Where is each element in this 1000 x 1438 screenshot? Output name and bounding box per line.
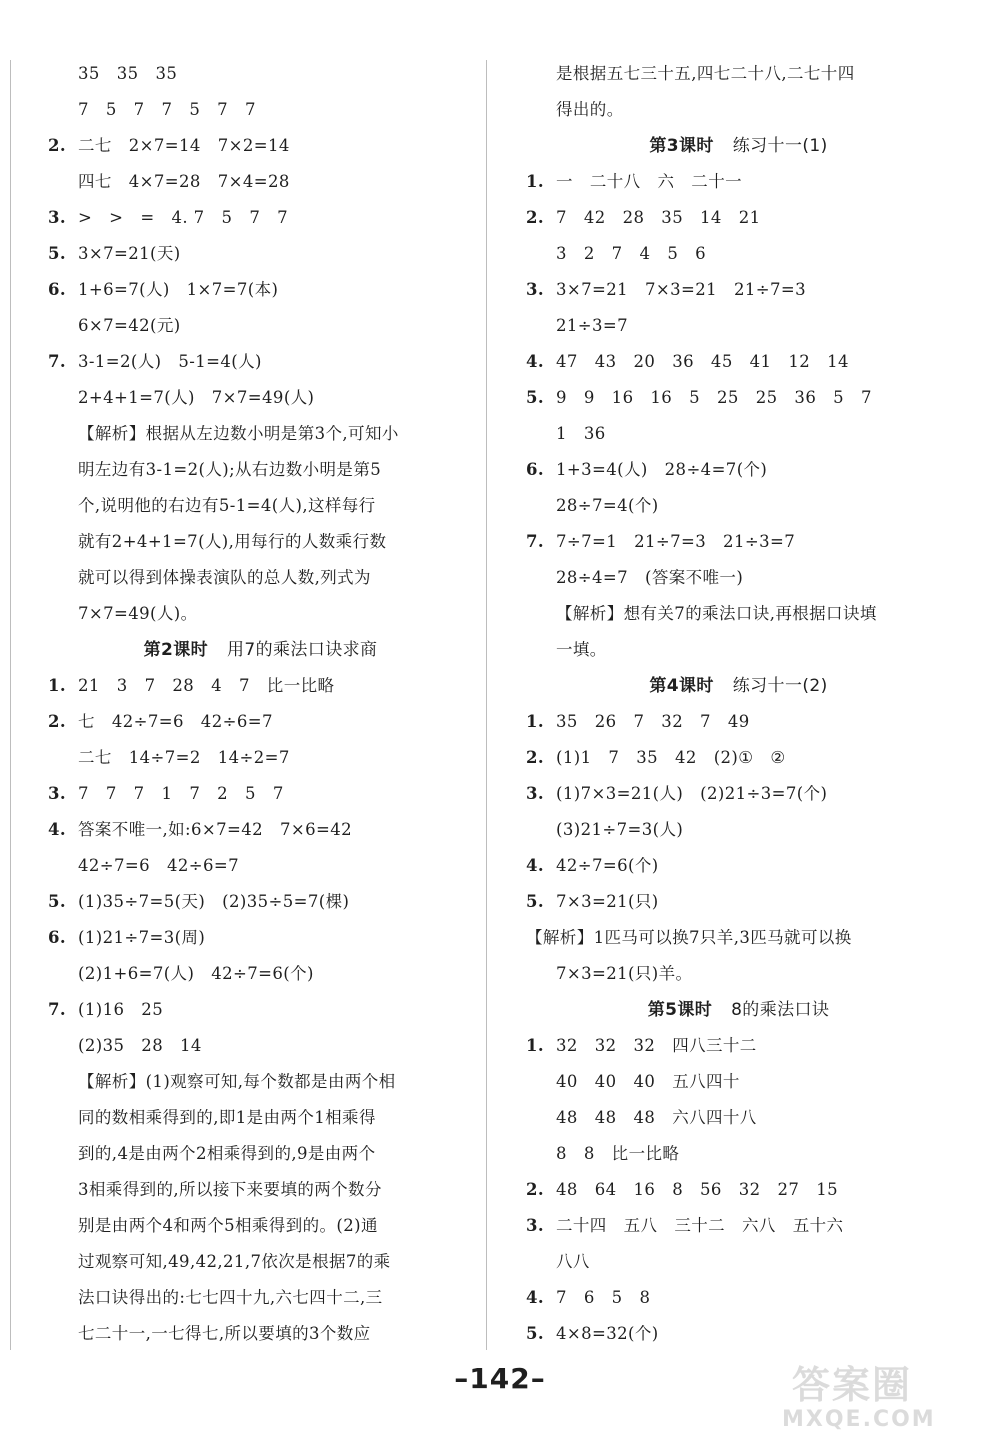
answer-item bbox=[526, 164, 951, 200]
answer-text: (1)7×3=21(人) (2)21÷3=7(个) bbox=[556, 784, 828, 803]
answer-item bbox=[526, 1028, 951, 1064]
continuation-line: 到的,4是由两个2相乘得到的,9是由两个 bbox=[78, 1144, 376, 1163]
continuation-line: 7 5 7 7 5 7 7 bbox=[78, 100, 256, 119]
continuation-line: 八八 bbox=[556, 1252, 590, 1271]
answer-item bbox=[48, 776, 473, 812]
answer-item bbox=[48, 920, 473, 956]
continuation-line: 七二十一,一七得七,所以要填的3个数应 bbox=[78, 1324, 371, 1343]
answer-text: 3×7=21(天) bbox=[78, 244, 181, 263]
answer-item bbox=[526, 740, 951, 776]
answer-text: 35 26 7 32 7 49 bbox=[556, 712, 750, 731]
lesson-title: 练习十一(2) bbox=[732, 676, 828, 696]
column-divider bbox=[486, 60, 487, 1350]
item-number: 4. bbox=[526, 352, 545, 371]
answer-text: 7×3=21(只) bbox=[556, 892, 659, 911]
answer-item bbox=[48, 704, 473, 740]
item-number: 3. bbox=[48, 208, 67, 227]
answer-text: 二七 2×7=14 7×2=14 bbox=[78, 136, 290, 155]
section-heading bbox=[526, 992, 951, 1028]
lesson-title: 练习十一(1) bbox=[732, 136, 828, 156]
continuation-line: 个,说明他的右边有5-1=4(人),这样每行 bbox=[78, 496, 376, 515]
continuation-line: 是根据五七三十五,四七二十八,二七十四 bbox=[556, 64, 855, 83]
answer-item bbox=[48, 200, 473, 236]
item-number: 3. bbox=[48, 784, 67, 803]
continuation-line: 3 2 7 4 5 6 bbox=[556, 244, 707, 263]
left-column bbox=[48, 56, 473, 1352]
section-heading bbox=[526, 668, 951, 704]
answer-text: (1)21÷7=3(周) bbox=[78, 928, 206, 947]
continuation-line: 6×7=42(元) bbox=[78, 316, 181, 335]
continuation-line: 【解析】想有关7的乘法口诀,再根据口诀填 bbox=[556, 604, 877, 623]
continuation-line: (3)21÷7=3(人) bbox=[556, 820, 684, 839]
item-number: 1. bbox=[526, 1036, 545, 1055]
item-number: 5. bbox=[48, 244, 67, 263]
continuation-line: 四七 4×7=28 7×4=28 bbox=[78, 172, 290, 191]
answer-text: 七 42÷7=6 42÷6=7 bbox=[78, 712, 273, 731]
item-number: 1. bbox=[526, 712, 545, 731]
continuation-line: 40 40 40 五八四十 bbox=[556, 1072, 740, 1091]
answer-item bbox=[526, 1172, 951, 1208]
continuation-line: 同的数相乘得到的,即1是由两个1相乘得 bbox=[78, 1108, 376, 1127]
item-number: 5. bbox=[48, 892, 67, 911]
answer-item bbox=[526, 524, 951, 560]
item-number: 6. bbox=[526, 460, 545, 479]
answer-text: 7 7 7 1 7 2 5 7 bbox=[78, 784, 284, 803]
item-number: 3. bbox=[526, 280, 545, 299]
item-number: 5. bbox=[526, 1324, 545, 1343]
answer-text: 7 42 28 35 14 21 bbox=[556, 208, 761, 227]
continuation-line: 2+4+1=7(人) 7×7=49(人) bbox=[78, 388, 315, 407]
continuation-line: 二七 14÷7=2 14÷2=7 bbox=[78, 748, 290, 767]
lesson-label: 第2课时 bbox=[143, 640, 209, 660]
answer-item bbox=[526, 380, 951, 416]
answer-text: 4×8=32(个) bbox=[556, 1324, 659, 1343]
continuation-line: 就有2+4+1=7(人),用每行的人数乘行数 bbox=[78, 532, 387, 551]
lesson-label: 第3课时 bbox=[649, 136, 714, 156]
answer-text: > > = 4. 7 5 7 7 bbox=[78, 208, 289, 227]
lesson-label: 第5课时 bbox=[647, 1000, 713, 1020]
continuation-line: 8 8 比一比略 bbox=[556, 1144, 680, 1163]
continuation-line: 7×7=49(人)。 bbox=[78, 604, 198, 623]
item-number: 2. bbox=[48, 712, 67, 731]
answer-item bbox=[526, 272, 951, 308]
page-number: –142– bbox=[454, 1362, 546, 1395]
answer-text: (1)1 7 35 42 (2)① ② bbox=[556, 748, 786, 767]
answer-item bbox=[48, 272, 473, 308]
answer-text: 3×7=21 7×3=21 21÷7=3 bbox=[556, 280, 806, 299]
lesson-title: 用7的乘法口诀求商 bbox=[226, 640, 378, 660]
answer-text: 48 64 16 8 56 32 27 15 bbox=[556, 1180, 839, 1199]
continuation-line: 得出的。 bbox=[556, 100, 624, 119]
answer-item bbox=[48, 344, 473, 380]
answer-text: 9 9 16 16 5 25 25 36 5 7 bbox=[556, 388, 872, 407]
item-number: 1. bbox=[526, 172, 545, 191]
answer-item bbox=[48, 812, 473, 848]
item-number: 2. bbox=[48, 136, 67, 155]
continuation-line: 就可以得到体操表演队的总人数,列式为 bbox=[78, 568, 371, 587]
answer-item bbox=[526, 884, 951, 920]
continuation-line: 28÷4=7 (答案不唯一) bbox=[556, 568, 744, 587]
continuation-line: 28÷7=4(个) bbox=[556, 496, 659, 515]
item-number: 2. bbox=[526, 208, 545, 227]
item-number: 3. bbox=[526, 1216, 545, 1235]
answer-item bbox=[48, 668, 473, 704]
answer-item bbox=[526, 1280, 951, 1316]
answer-text: 47 43 20 36 45 41 12 14 bbox=[556, 352, 849, 371]
answer-item bbox=[526, 848, 951, 884]
answer-item bbox=[48, 884, 473, 920]
item-number: 2. bbox=[526, 748, 545, 767]
item-number: 4. bbox=[48, 820, 67, 839]
item-number: 3. bbox=[526, 784, 545, 803]
continuation-line: 过观察可知,49,42,21,7依次是根据7的乘 bbox=[78, 1252, 391, 1271]
answer-text: 32 32 32 四八三十二 bbox=[556, 1036, 757, 1055]
answer-text: 21 3 7 28 4 7 比一比略 bbox=[78, 676, 335, 695]
answer-item bbox=[48, 128, 473, 164]
answer-item bbox=[48, 992, 473, 1028]
answer-text: 7÷7=1 21÷7=3 21÷3=7 bbox=[556, 532, 796, 551]
continuation-line: 明左边有3-1=2(人);从右边数小明是第5 bbox=[78, 460, 382, 479]
continuation-line: 7×3=21(只)羊。 bbox=[556, 964, 693, 983]
answer-text: 7 6 5 8 bbox=[556, 1288, 651, 1307]
item-number: 5. bbox=[526, 892, 545, 911]
analysis-line: 【解析】1匹马可以换7只羊,3匹马就可以换 bbox=[526, 928, 852, 947]
continuation-line: 48 48 48 六八四十八 bbox=[556, 1108, 757, 1127]
answer-item bbox=[526, 200, 951, 236]
continuation-line: 3相乘得到的,所以接下来要填的两个数分 bbox=[78, 1180, 382, 1199]
answer-text: 42÷7=6(个) bbox=[556, 856, 659, 875]
watermark-top-text: 答案圈 bbox=[792, 1363, 913, 1407]
continuation-line: 21÷3=7 bbox=[556, 316, 629, 335]
item-number: 5. bbox=[526, 388, 545, 407]
right-column bbox=[526, 56, 951, 1352]
continuation-line: (2)1+6=7(人) 42÷7=6(个) bbox=[78, 964, 314, 983]
continuation-line: 35 35 35 bbox=[78, 64, 178, 83]
item-number: 7. bbox=[48, 1000, 67, 1019]
answer-text: 答案不唯一,如:6×7=42 7×6=42 bbox=[78, 820, 353, 839]
continuation-line: 法口诀得出的:七七四十九,六七四十二,三 bbox=[78, 1288, 383, 1307]
item-number: 1. bbox=[48, 676, 67, 695]
answer-item bbox=[526, 452, 951, 488]
lesson-title: 8的乘法口诀 bbox=[731, 1000, 830, 1020]
item-number: 6. bbox=[48, 928, 67, 947]
answer-item bbox=[526, 1208, 951, 1244]
continuation-line: 1 36 bbox=[556, 424, 606, 443]
continuation-line: 42÷7=6 42÷6=7 bbox=[78, 856, 240, 875]
answer-item bbox=[526, 1316, 951, 1352]
item-number: 7. bbox=[526, 532, 545, 551]
answer-text: 二十四 五八 三十二 六八 五十六 bbox=[556, 1216, 844, 1235]
watermark-bottom-text: MXQE.COM bbox=[782, 1407, 936, 1432]
watermark-logo bbox=[782, 1354, 982, 1432]
answer-text: 1+3=4(人) 28÷4=7(个) bbox=[556, 460, 768, 479]
answer-text: 一 二十八 六 二十一 bbox=[556, 172, 743, 191]
item-number: 4. bbox=[526, 856, 545, 875]
continuation-line: 【解析】根据从左边数小明是第3个,可知小 bbox=[78, 424, 399, 443]
item-number: 2. bbox=[526, 1180, 545, 1199]
continuation-line: (2)35 28 14 bbox=[78, 1036, 202, 1055]
answer-text: 1+6=7(人) 1×7=7(本) bbox=[78, 280, 279, 299]
answer-text: 3-1=2(人) 5-1=4(人) bbox=[78, 352, 262, 371]
answer-item bbox=[526, 344, 951, 380]
answer-item bbox=[526, 704, 951, 740]
answer-item bbox=[526, 776, 951, 812]
answer-item bbox=[48, 236, 473, 272]
left-margin-rule bbox=[10, 60, 11, 1350]
continuation-line: 别是由两个4和两个5相乘得到的。(2)通 bbox=[78, 1216, 378, 1235]
section-heading bbox=[526, 128, 951, 164]
item-number: 7. bbox=[48, 352, 67, 371]
item-number: 4. bbox=[526, 1288, 545, 1307]
item-number: 6. bbox=[48, 280, 67, 299]
section-heading bbox=[48, 632, 473, 668]
continuation-line: 【解析】(1)观察可知,每个数都是由两个相 bbox=[78, 1072, 396, 1091]
continuation-line: 一填。 bbox=[556, 640, 607, 659]
answer-text: (1)16 25 bbox=[78, 1000, 164, 1019]
lesson-label: 第4课时 bbox=[649, 676, 714, 696]
answer-text: (1)35÷7=5(天) (2)35÷5=7(棵) bbox=[78, 892, 350, 911]
